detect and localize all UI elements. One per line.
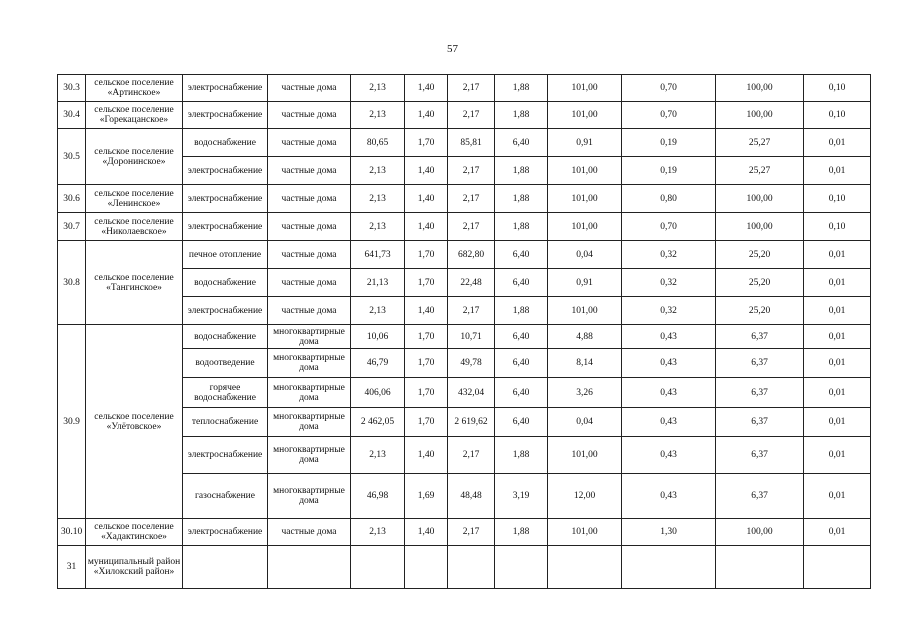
service-cell: теплоснабжение: [183, 408, 268, 437]
value-2-cell: 1,70: [405, 378, 448, 408]
value-4-cell: 6,40: [495, 241, 548, 269]
row-number-cell: 30.5: [58, 129, 86, 185]
service-cell: водоснабжение: [183, 325, 268, 349]
value-2-cell: 1,70: [405, 408, 448, 437]
value-2-cell: 1,40: [405, 185, 448, 213]
value-1-cell: 2,13: [351, 519, 405, 546]
value-6-cell: [622, 546, 716, 589]
value-7-cell: 25,20: [716, 241, 804, 269]
row-number-cell: 30.4: [58, 102, 86, 129]
value-2-cell: 1,40: [405, 102, 448, 129]
settlement-name-cell: сельское поселение «Артинское»: [86, 75, 183, 102]
value-5-cell: 101,00: [548, 297, 622, 325]
settlement-name-cell: сельское поселение «Николаевское»: [86, 213, 183, 241]
value-7-cell: 6,37: [716, 408, 804, 437]
value-3-cell: 2 619,62: [448, 408, 495, 437]
value-7-cell: 6,37: [716, 349, 804, 378]
value-4-cell: 1,88: [495, 102, 548, 129]
building-cell: многоквартирные дома: [268, 325, 351, 349]
service-cell: водоснабжение: [183, 269, 268, 297]
value-7-cell: 6,37: [716, 378, 804, 408]
value-7-cell: 25,27: [716, 129, 804, 157]
table-row: [58, 519, 871, 546]
settlement-name-cell: сельское поселение «Улётовское»: [86, 325, 183, 519]
value-7-cell: 25,20: [716, 269, 804, 297]
value-2-cell: 1,40: [405, 157, 448, 185]
value-7-cell: 100,00: [716, 185, 804, 213]
table-row: [58, 546, 871, 589]
value-6-cell: 0,70: [622, 213, 716, 241]
value-5-cell: 12,00: [548, 474, 622, 519]
building-cell: частные дома: [268, 157, 351, 185]
value-5-cell: 8,14: [548, 349, 622, 378]
value-4-cell: 1,88: [495, 157, 548, 185]
value-6-cell: 0,43: [622, 325, 716, 349]
value-8-cell: 0,01: [804, 269, 871, 297]
service-cell: электроснабжение: [183, 437, 268, 474]
value-2-cell: 1,69: [405, 474, 448, 519]
value-7-cell: 100,00: [716, 75, 804, 102]
value-7-cell: 25,27: [716, 157, 804, 185]
value-7-cell: 6,37: [716, 474, 804, 519]
value-4-cell: 1,88: [495, 437, 548, 474]
value-4-cell: 6,40: [495, 325, 548, 349]
value-3-cell: [448, 546, 495, 589]
table-row: [58, 129, 871, 157]
value-7-cell: 25,20: [716, 297, 804, 325]
value-7-cell: 100,00: [716, 213, 804, 241]
value-5-cell: 101,00: [548, 519, 622, 546]
settlement-name-cell: сельское поселение «Доронинское»: [86, 129, 183, 185]
value-3-cell: 2,17: [448, 519, 495, 546]
service-cell: печное отопление: [183, 241, 268, 269]
value-5-cell: 0,91: [548, 269, 622, 297]
table-row: [58, 241, 871, 269]
value-6-cell: 1,30: [622, 519, 716, 546]
building-cell: частные дома: [268, 297, 351, 325]
table-row: [58, 75, 871, 102]
settlement-name-cell: сельское поселение «Хадактинское»: [86, 519, 183, 546]
value-4-cell: 6,40: [495, 129, 548, 157]
value-1-cell: 2,13: [351, 102, 405, 129]
value-3-cell: 2,17: [448, 213, 495, 241]
value-3-cell: 10,71: [448, 325, 495, 349]
value-4-cell: 1,88: [495, 213, 548, 241]
value-5-cell: 0,04: [548, 241, 622, 269]
value-4-cell: 6,40: [495, 349, 548, 378]
service-cell: газоснабжение: [183, 474, 268, 519]
value-1-cell: 2,13: [351, 213, 405, 241]
value-1-cell: 46,79: [351, 349, 405, 378]
value-5-cell: 101,00: [548, 75, 622, 102]
value-1-cell: 641,73: [351, 241, 405, 269]
building-cell: частные дома: [268, 102, 351, 129]
value-5-cell: [548, 546, 622, 589]
row-number-cell: 30.7: [58, 213, 86, 241]
service-cell: водоснабжение: [183, 129, 268, 157]
value-8-cell: 0,10: [804, 75, 871, 102]
building-cell: частные дома: [268, 213, 351, 241]
value-1-cell: 80,65: [351, 129, 405, 157]
building-cell: частные дома: [268, 269, 351, 297]
value-6-cell: 0,43: [622, 437, 716, 474]
value-1-cell: 21,13: [351, 269, 405, 297]
value-8-cell: [804, 546, 871, 589]
service-cell: водоотведение: [183, 349, 268, 378]
value-6-cell: 0,32: [622, 241, 716, 269]
value-3-cell: 432,04: [448, 378, 495, 408]
value-6-cell: 0,32: [622, 297, 716, 325]
value-1-cell: 2,13: [351, 297, 405, 325]
value-6-cell: 0,43: [622, 408, 716, 437]
value-8-cell: 0,10: [804, 185, 871, 213]
value-6-cell: 0,43: [622, 349, 716, 378]
building-cell: многоквартирные дома: [268, 474, 351, 519]
value-2-cell: 1,70: [405, 269, 448, 297]
value-8-cell: 0,01: [804, 241, 871, 269]
value-1-cell: [351, 546, 405, 589]
value-7-cell: 100,00: [716, 102, 804, 129]
table-row: [58, 185, 871, 213]
settlement-name-cell: сельское поселение «Ленинское»: [86, 185, 183, 213]
value-5-cell: 101,00: [548, 437, 622, 474]
value-1-cell: 2,13: [351, 75, 405, 102]
building-cell: многоквартирные дома: [268, 437, 351, 474]
value-3-cell: 2,17: [448, 102, 495, 129]
value-6-cell: 0,43: [622, 474, 716, 519]
building-cell: частные дома: [268, 519, 351, 546]
row-number-cell: 30.6: [58, 185, 86, 213]
value-4-cell: 6,40: [495, 408, 548, 437]
value-5-cell: 0,04: [548, 408, 622, 437]
value-4-cell: 3,19: [495, 474, 548, 519]
value-5-cell: 101,00: [548, 185, 622, 213]
value-4-cell: 1,88: [495, 519, 548, 546]
value-2-cell: [405, 546, 448, 589]
value-3-cell: 48,48: [448, 474, 495, 519]
value-1-cell: 2 462,05: [351, 408, 405, 437]
value-3-cell: 2,17: [448, 75, 495, 102]
value-2-cell: 1,40: [405, 519, 448, 546]
value-8-cell: 0,01: [804, 408, 871, 437]
value-4-cell: [495, 546, 548, 589]
value-6-cell: 0,19: [622, 129, 716, 157]
value-2-cell: 1,70: [405, 241, 448, 269]
building-cell: частные дома: [268, 185, 351, 213]
value-8-cell: 0,01: [804, 297, 871, 325]
value-1-cell: 2,13: [351, 437, 405, 474]
value-8-cell: 0,01: [804, 157, 871, 185]
value-3-cell: 85,81: [448, 129, 495, 157]
value-4-cell: 6,40: [495, 269, 548, 297]
value-6-cell: 0,70: [622, 75, 716, 102]
value-1-cell: 2,13: [351, 185, 405, 213]
service-cell: электроснабжение: [183, 297, 268, 325]
value-3-cell: 2,17: [448, 157, 495, 185]
row-number-cell: 30.3: [58, 75, 86, 102]
value-8-cell: 0,01: [804, 378, 871, 408]
value-8-cell: 0,01: [804, 437, 871, 474]
row-number-cell: 30.8: [58, 241, 86, 325]
value-3-cell: 2,17: [448, 297, 495, 325]
value-8-cell: 0,01: [804, 325, 871, 349]
value-3-cell: 682,80: [448, 241, 495, 269]
value-2-cell: 1,70: [405, 325, 448, 349]
value-6-cell: 0,43: [622, 378, 716, 408]
building-cell: частные дома: [268, 241, 351, 269]
building-cell: многоквартирные дома: [268, 349, 351, 378]
building-cell: частные дома: [268, 75, 351, 102]
value-6-cell: 0,70: [622, 102, 716, 129]
value-3-cell: 49,78: [448, 349, 495, 378]
row-number-cell: 30.9: [58, 325, 86, 519]
value-7-cell: [716, 546, 804, 589]
table-row: [58, 325, 871, 349]
row-number-cell: 31: [58, 546, 86, 589]
service-cell: горячее водоснабжение: [183, 378, 268, 408]
value-6-cell: 0,32: [622, 269, 716, 297]
value-5-cell: 101,00: [548, 213, 622, 241]
building-cell: частные дома: [268, 129, 351, 157]
value-4-cell: 1,88: [495, 75, 548, 102]
table-row: [58, 213, 871, 241]
value-8-cell: 0,01: [804, 349, 871, 378]
value-6-cell: 0,19: [622, 157, 716, 185]
value-4-cell: 1,88: [495, 297, 548, 325]
value-1-cell: 46,98: [351, 474, 405, 519]
value-3-cell: 2,17: [448, 185, 495, 213]
building-cell: [268, 546, 351, 589]
service-cell: [183, 546, 268, 589]
service-cell: электроснабжение: [183, 157, 268, 185]
value-8-cell: 0,10: [804, 102, 871, 129]
value-5-cell: 101,00: [548, 157, 622, 185]
value-2-cell: 1,70: [405, 349, 448, 378]
value-5-cell: 4,88: [548, 325, 622, 349]
value-5-cell: 101,00: [548, 102, 622, 129]
settlement-name-cell: сельское поселение «Тангинское»: [86, 241, 183, 325]
service-cell: электроснабжение: [183, 213, 268, 241]
value-3-cell: 2,17: [448, 437, 495, 474]
tariff-table: [57, 74, 871, 589]
value-1-cell: 406,06: [351, 378, 405, 408]
building-cell: многоквартирные дома: [268, 378, 351, 408]
service-cell: электроснабжение: [183, 75, 268, 102]
value-8-cell: 0,01: [804, 519, 871, 546]
value-5-cell: 3,26: [548, 378, 622, 408]
value-7-cell: 100,00: [716, 519, 804, 546]
value-2-cell: 1,40: [405, 75, 448, 102]
page-number: 57: [447, 43, 458, 55]
value-6-cell: 0,80: [622, 185, 716, 213]
value-1-cell: 2,13: [351, 157, 405, 185]
row-number-cell: 30.10: [58, 519, 86, 546]
value-5-cell: 0,91: [548, 129, 622, 157]
value-7-cell: 6,37: [716, 325, 804, 349]
value-7-cell: 6,37: [716, 437, 804, 474]
value-2-cell: 1,40: [405, 213, 448, 241]
service-cell: электроснабжение: [183, 102, 268, 129]
service-cell: электроснабжение: [183, 519, 268, 546]
value-8-cell: 0,01: [804, 474, 871, 519]
table-row: [58, 102, 871, 129]
value-2-cell: 1,40: [405, 437, 448, 474]
building-cell: многоквартирные дома: [268, 408, 351, 437]
value-2-cell: 1,70: [405, 129, 448, 157]
value-4-cell: 1,88: [495, 185, 548, 213]
value-4-cell: 6,40: [495, 378, 548, 408]
value-8-cell: 0,10: [804, 213, 871, 241]
settlement-name-cell: сельское поселение «Горекацанское»: [86, 102, 183, 129]
settlement-name-cell: муниципальный район «Хилокский район»: [86, 546, 183, 589]
service-cell: электроснабжение: [183, 185, 268, 213]
value-2-cell: 1,40: [405, 297, 448, 325]
value-1-cell: 10,06: [351, 325, 405, 349]
value-3-cell: 22,48: [448, 269, 495, 297]
value-8-cell: 0,01: [804, 129, 871, 157]
